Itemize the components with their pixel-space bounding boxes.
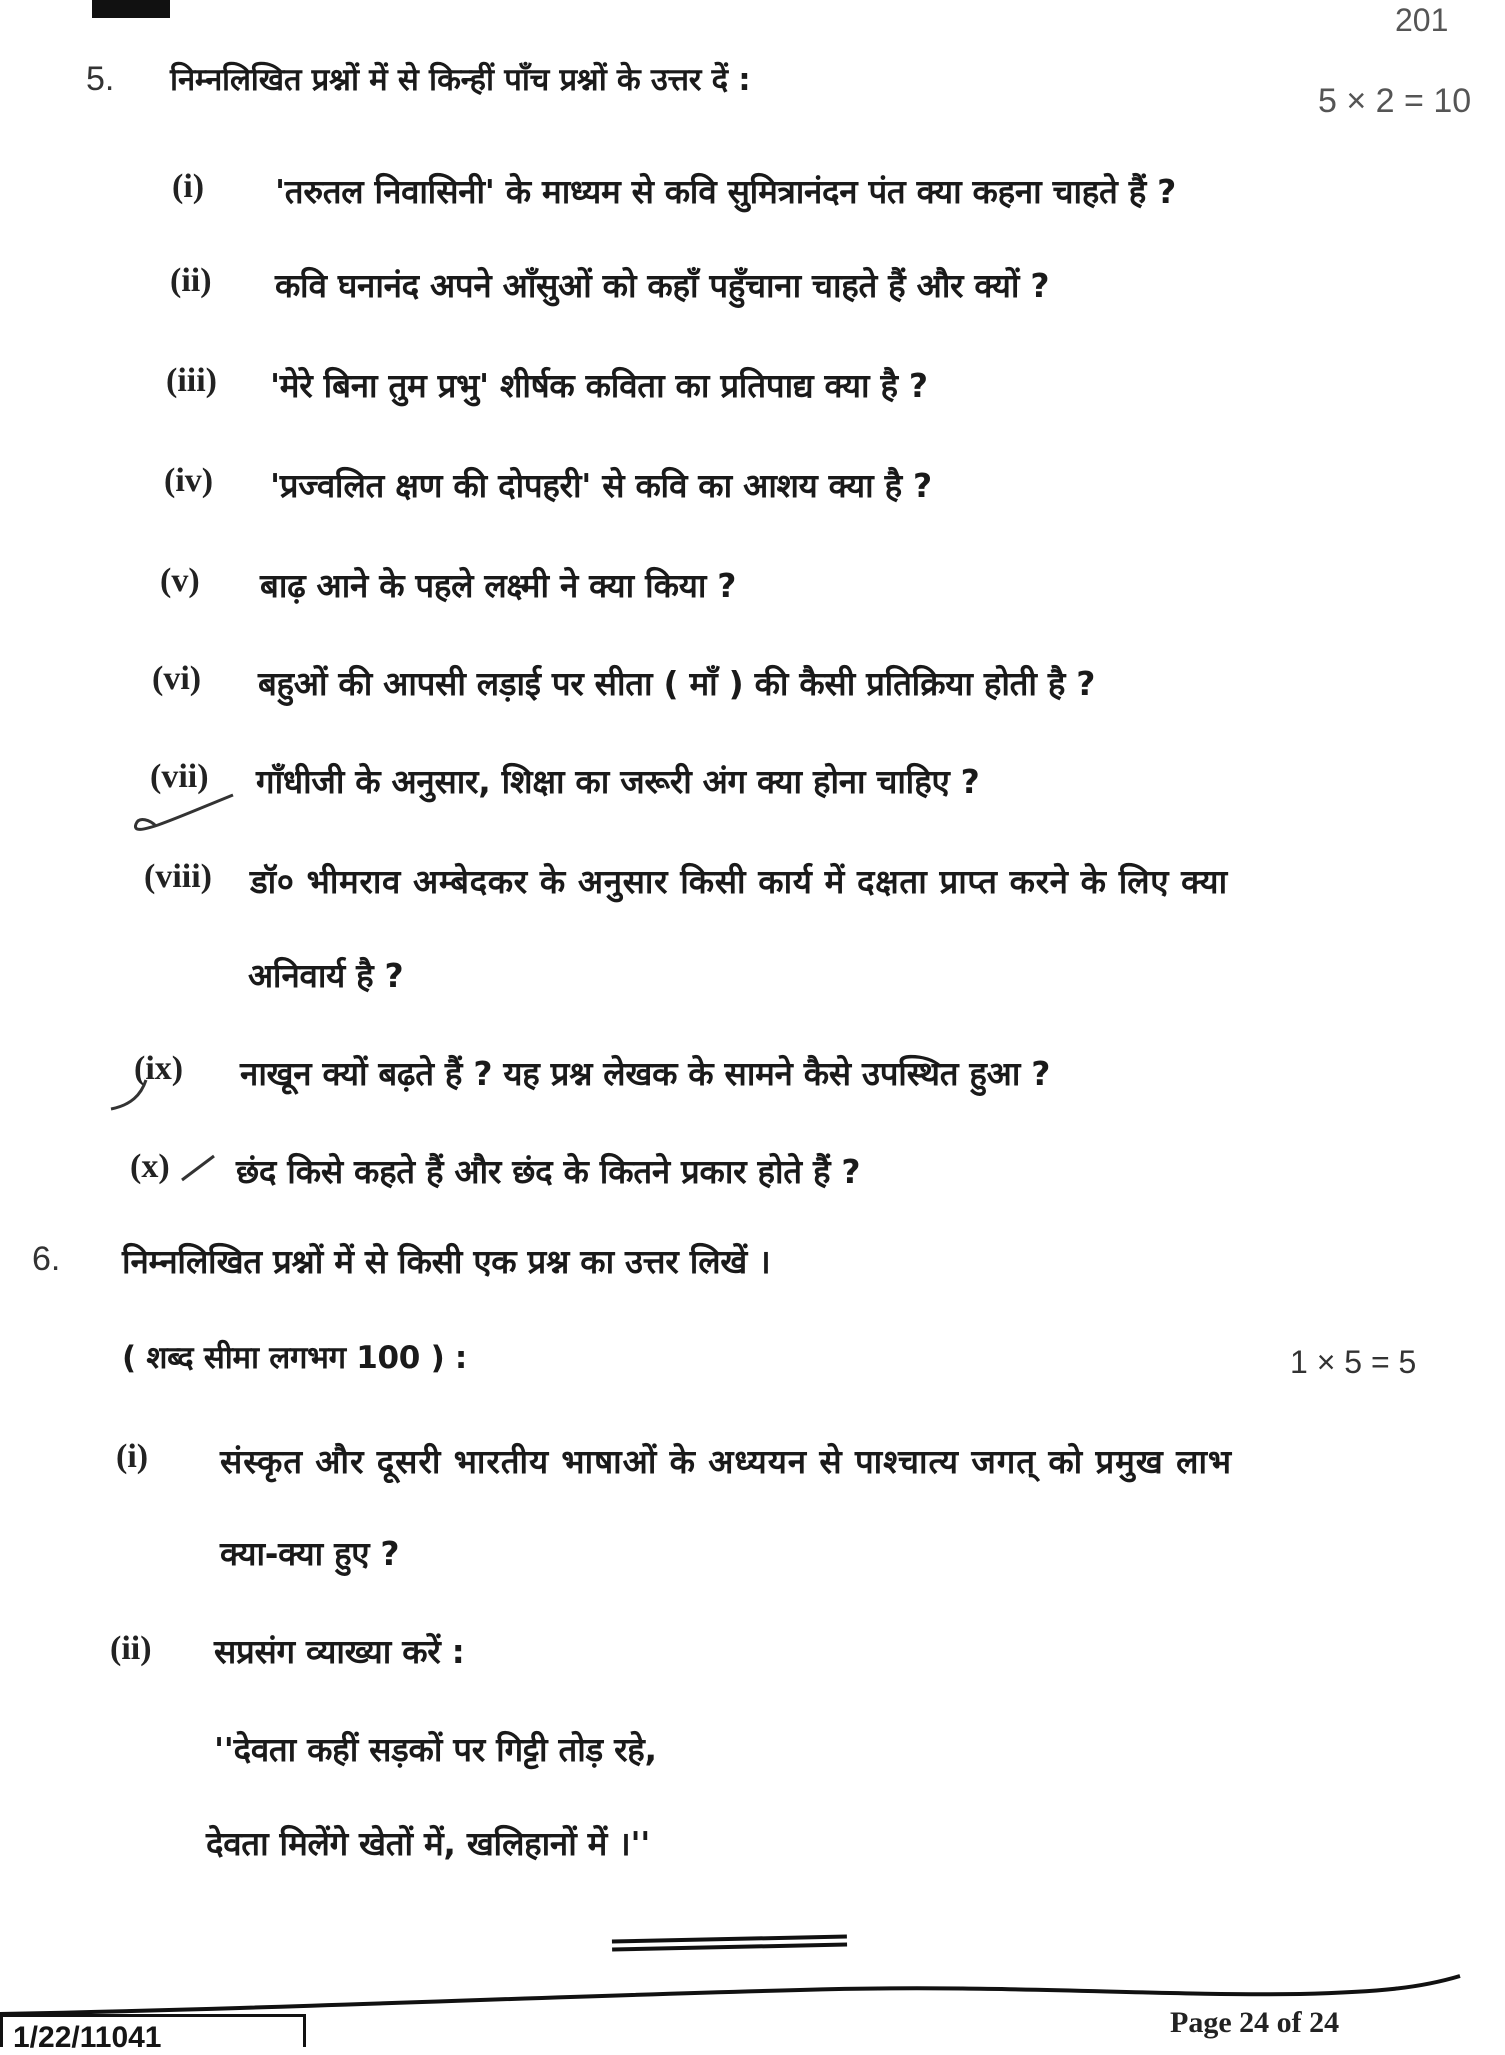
q5-item-label-i: (i) xyxy=(172,168,205,205)
q5-item-label-ix: (ix) xyxy=(134,1050,184,1087)
q5-item-text-v: बाढ़ आने के पहले लक्ष्मी ने क्या किया ? xyxy=(260,566,737,605)
q5-item-label-iv: (iv) xyxy=(164,462,214,499)
question-5-number: 5. xyxy=(86,60,115,98)
q6-item-label-ii: (ii) xyxy=(110,1630,152,1667)
q6-item-text-i: संस्कृत और दूसरी भारतीय भाषाओं के अध्ययन से पाश्चात्य जगत् को प्रमुख लाभ xyxy=(220,1442,1233,1481)
question-5-marks: 5 × 2 = 10 xyxy=(1318,82,1472,120)
q5-item-label-vi: (vi) xyxy=(152,660,202,697)
q6-item-text-i-cont: क्या-क्या हुए ? xyxy=(220,1534,400,1573)
question-6-instruction: निम्नलिखित प्रश्नों में से किसी एक प्रश्न का उत्तर लिखें । xyxy=(122,1242,771,1281)
q5-item-text-vii: गाँधीजी के अनुसार, शिक्षा का जरूरी अंग क्या होना चाहिए ? xyxy=(256,762,980,801)
q5-item-label-iii: (iii) xyxy=(166,362,217,399)
q5-item-text-ix: नाखून क्यों बढ़ते हैं ? यह प्रश्न लेखक के सामने कैसे उपस्थित हुआ ? xyxy=(240,1054,1051,1093)
q5-item-text-vi: बहुओं की आपसी लड़ाई पर सीता ( माँ ) की कैसी प्रतिक्रिया होती है ? xyxy=(258,664,1096,703)
q5-item-label-v: (v) xyxy=(160,562,200,599)
q5-item-text-viii-cont: अनिवार्य है ? xyxy=(248,956,404,995)
q5-item-label-x: (x) xyxy=(130,1148,170,1185)
handwritten-check-icon xyxy=(128,790,238,840)
q6-quote-line-1: ''देवता कहीं सड़कों पर गिट्टी तोड़ रहे, xyxy=(214,1730,657,1769)
question-6-number: 6. xyxy=(32,1240,61,1278)
q5-item-label-ii: (ii) xyxy=(170,262,212,299)
q5-item-label-viii: (viii) xyxy=(144,858,212,895)
q6-quote-line-2: देवता मिलेंगे खेतों में, खलिहानों में ।'' xyxy=(206,1824,651,1863)
q6-item-text-ii: सप्रसंग व्याख्या करें : xyxy=(214,1632,465,1671)
q6-item-label-i: (i) xyxy=(116,1438,149,1475)
handwritten-check-icon xyxy=(106,1075,156,1115)
page-number: Page 24 of 24 xyxy=(1170,2006,1340,2039)
q5-item-text-i: 'तरुतल निवासिनी' के माध्यम से कवि सुमित्रानंदन पंत क्या कहना चाहते हैं ? xyxy=(275,172,1176,211)
q5-item-text-ii: कवि घनानंद अपने आँसुओं को कहाँ पहुँचाना चाहते हैं और क्यों ? xyxy=(275,266,1050,305)
question-6-marks: 1 × 5 = 5 xyxy=(1290,1344,1417,1380)
q5-item-text-iii: 'मेरे बिना तुम प्रभु' शीर्षक कविता का प्रतिपाद्य क्या है ? xyxy=(270,366,928,405)
page-corner-block xyxy=(92,0,170,18)
q5-item-text-x: छंद किसे कहते हैं और छंद के कितने प्रकार होते हैं ? xyxy=(236,1152,861,1191)
question-5-instruction: निम्नलिखित प्रश्नों में से किन्हीं पाँच प्रश्नों के उत्तर दें : xyxy=(170,62,751,98)
q5-item-text-iv: 'प्रज्वलित क्षण की दोपहरी' से कवि का आशय क्या है ? xyxy=(270,466,932,505)
q5-item-text-viii: डॉ० भीमराव अम्बेदकर के अनुसार किसी कार्य में दक्षता प्राप्त करने के लिए क्या xyxy=(250,862,1228,901)
handwritten-check-icon xyxy=(180,1150,220,1190)
question-6-word-limit: ( शब्द सीमा लगभग 100 ) : xyxy=(122,1340,468,1376)
handwritten-page-mark: 201 xyxy=(1395,2,1449,38)
footer-code: 1/22/11041 xyxy=(13,2021,162,2054)
q5-item-label-vii: (vii) xyxy=(150,758,209,795)
end-of-paper-rule xyxy=(612,1935,847,1952)
footer-code-box xyxy=(0,2014,306,2054)
